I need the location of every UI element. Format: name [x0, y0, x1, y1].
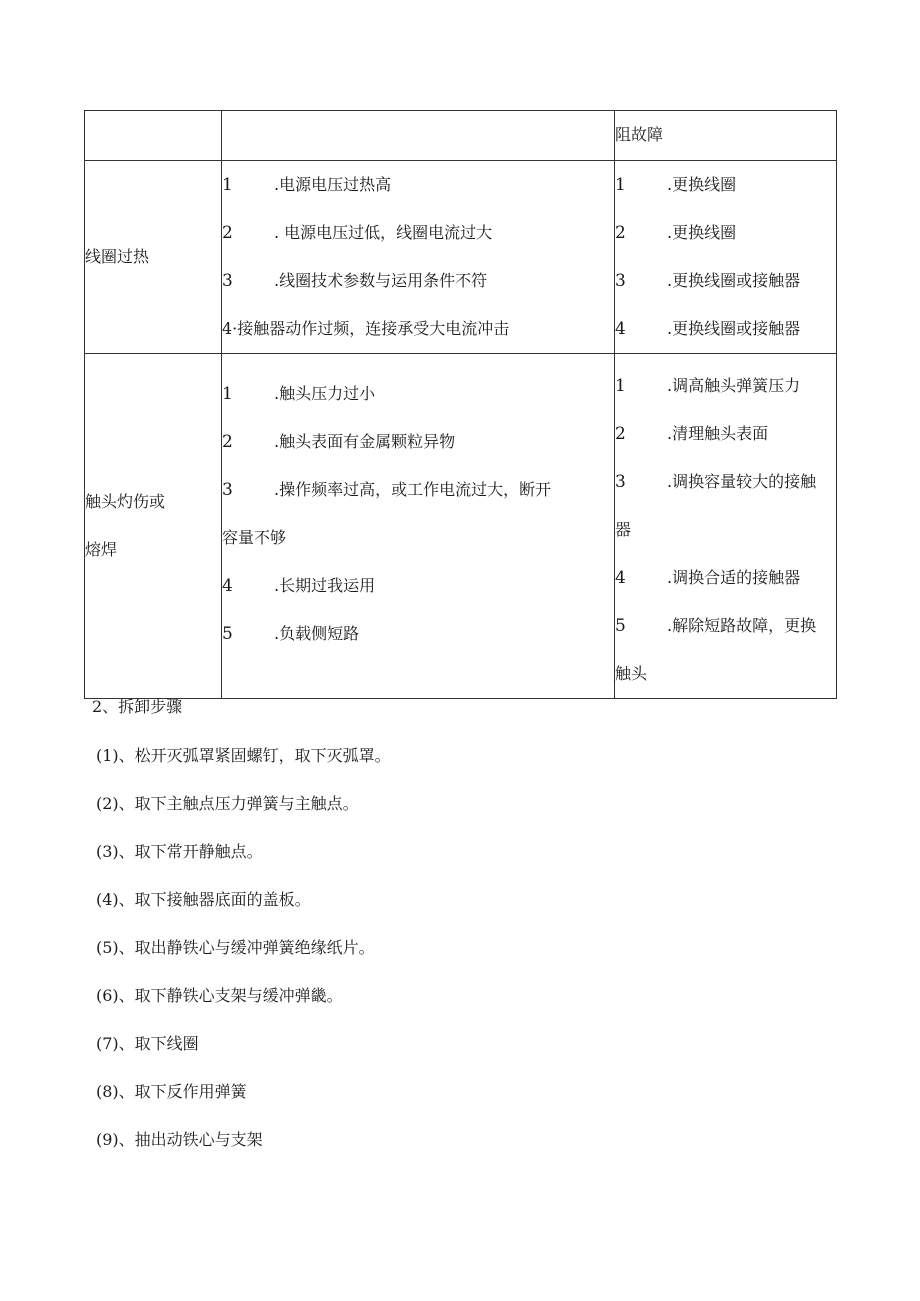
list-item: 4 .更换线圈或接触器	[615, 319, 801, 339]
step-item: (9)、抽出动铁心与支架	[96, 1130, 263, 1149]
table-cell	[615, 111, 837, 161]
list-item: 5 .解除短路故障，更换	[615, 616, 817, 636]
remedy-cell	[615, 161, 837, 354]
cause-cell	[222, 354, 615, 699]
step-item: (7)、取下线圈	[96, 1034, 199, 1053]
table-row	[85, 354, 837, 699]
step-item: (1)、松开灭弧罩紧固螺钉，取下灭弧罩。	[96, 746, 391, 765]
list-item: 3 .操作频率过高，或工作电流过大，断开	[222, 480, 552, 500]
list-item: 5 .负载侧短路	[222, 624, 360, 644]
step-item: (3)、取下常开静触点。	[96, 842, 263, 861]
list-item: 器	[615, 520, 632, 539]
list-item: 3 .线圈技术参数与运用条件不符	[222, 271, 488, 291]
step-item: (5)、取出静铁心与缓冲弹簧绝缘纸片。	[96, 938, 375, 957]
remedy-header-text: 阻故障	[615, 125, 664, 144]
remedy-cell	[615, 354, 837, 699]
list-item: 4 .调换合适的接触器	[615, 568, 801, 588]
step-item: (6)、取下静铁心支架与缓冲弹畿。	[96, 986, 343, 1005]
problem-label: 触头灼伤或 熔焊	[85, 492, 166, 559]
problem-cell	[85, 161, 222, 354]
list-item: 1 .电源电压过热高	[222, 175, 392, 195]
list-item: 4·接触器动作过频，连接承受大电流冲击	[222, 319, 510, 338]
step-item: (8)、取下反作用弹簧	[96, 1082, 247, 1101]
step-item: (4)、取下接触器底面的盖板。	[96, 890, 311, 909]
list-item: 2 . 电源电压过低，线圈电流过大	[222, 223, 493, 243]
table-cell	[222, 111, 615, 161]
table-row	[85, 111, 837, 161]
fault-table	[84, 110, 837, 699]
section-title: 2、拆卸步骤	[92, 697, 183, 716]
list-item: 3 .更换线圈或接触器	[615, 271, 801, 291]
table-row	[85, 161, 837, 354]
list-item: 容量不够	[222, 528, 287, 547]
list-item: 2 .触头表面有金属颗粒异物	[222, 432, 456, 452]
list-item: 1 .触头压力过小	[222, 384, 376, 404]
cause-cell	[222, 161, 615, 354]
list-item: 触头	[615, 664, 648, 683]
step-item: (2)、取下主触点压力弹簧与主触点。	[96, 794, 359, 813]
list-item: 2 .更换线圈	[615, 223, 737, 243]
list-item: 4 .长期过我运用	[222, 576, 376, 596]
problem-cell	[85, 354, 222, 699]
disassembly-steps	[96, 736, 391, 1168]
list-item: 1 .调高触头弹簧压力	[615, 376, 801, 396]
list-item: 3 .调换容量较大的接触	[615, 472, 817, 492]
list-item: 2 .清理触头表面	[615, 424, 769, 444]
list-item: 1 .更换线圈	[615, 175, 737, 195]
table-cell	[85, 111, 222, 161]
problem-label: 线圈过热	[85, 247, 150, 266]
